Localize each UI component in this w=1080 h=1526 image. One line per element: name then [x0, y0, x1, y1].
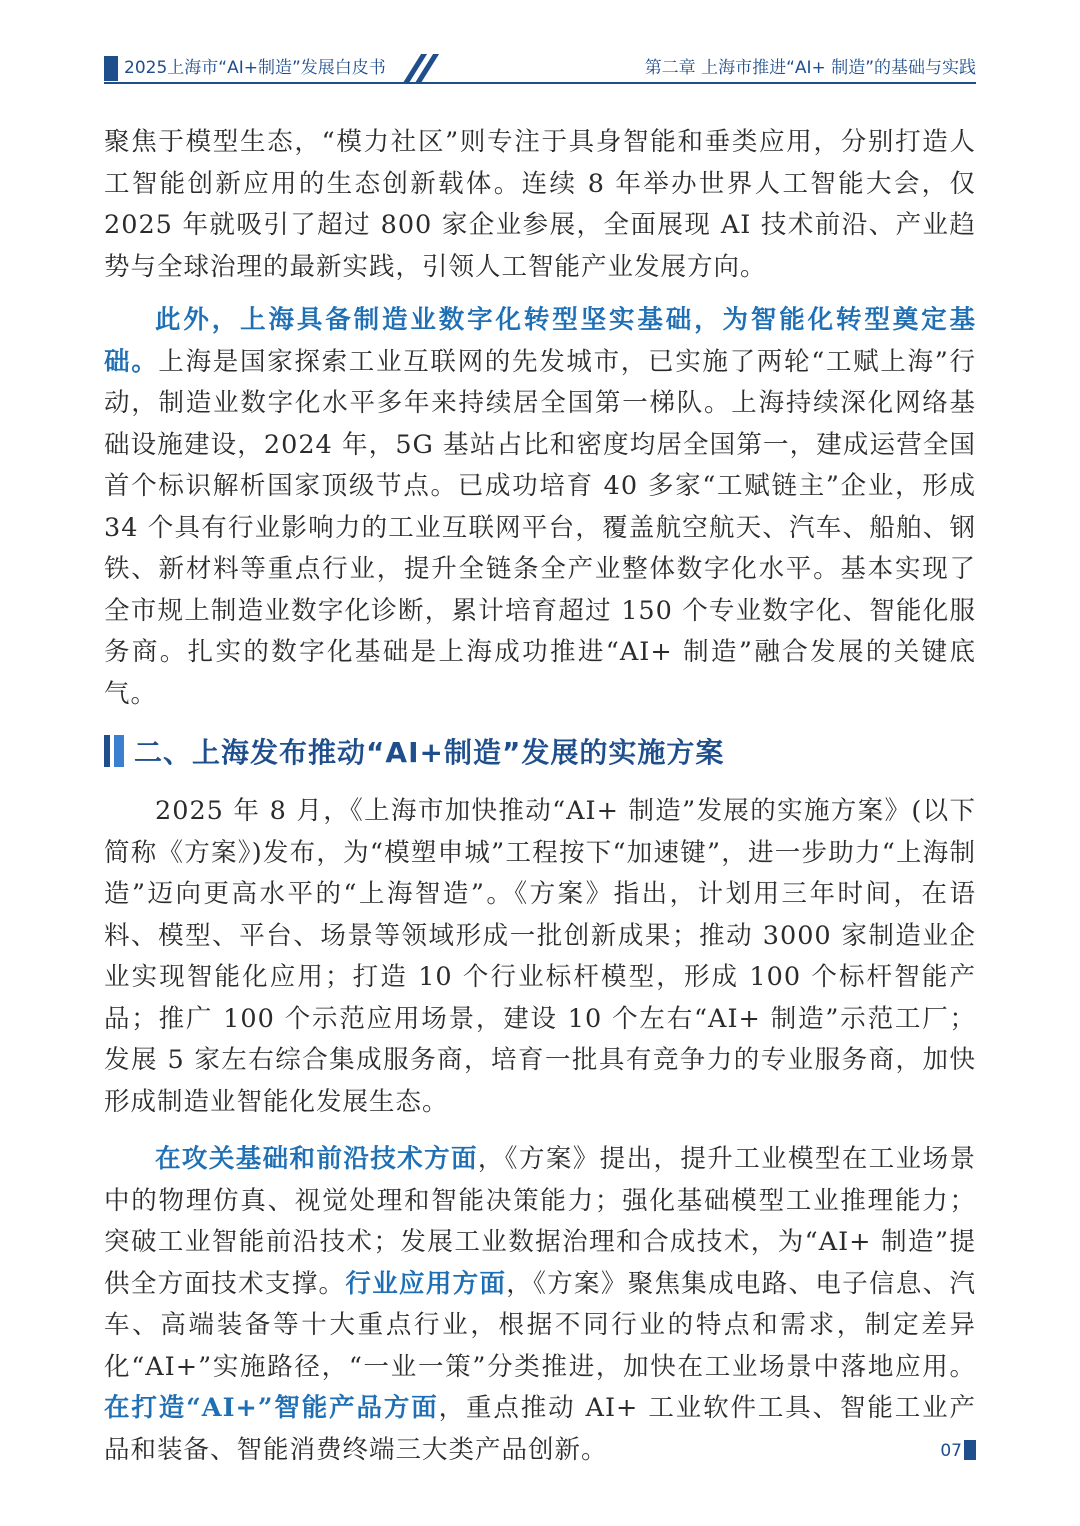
section-marker: [104, 735, 110, 767]
paragraph-1: 聚焦于模型生态，“模力社区”则专注于具身智能和垂类应用，分别打造人工智能创新应用的生态创新载体。连续 8 年举办世界人工智能大会，仅 2025 年就吸引了超过 800 家企业参展，全面展现 AI 技术前沿、产业趋势与全球治理的最新实践，引领人工智能产业发展方向。: [104, 127, 976, 282]
header-rule: [104, 82, 976, 84]
paragraph-4-highlight-2: 行业应用方面: [345, 1268, 507, 1299]
section-heading: [104, 731, 976, 771]
section-marker: [114, 735, 124, 767]
chapter-title: 第二章 上海市推进“AI+ 制造”的基础与实践: [644, 58, 976, 78]
paragraph-4-text-2: ，《方案》聚焦集成电路、电子信息、汽车、高端装备等十大重点行业，根据不同行业的特点和需求，制定差异化“AI+”实施路径，“一业一策”分类推进，加快在工业场景中落地应用。: [104, 1268, 976, 1382]
paragraph-2: [104, 300, 976, 715]
paragraph-4-highlight-3: 在打造“AI+”智能产品方面: [104, 1393, 439, 1423]
paragraph-3: 2025 年 8 月，《上海市加快推动“AI+ 制造”发展的实施方案》(以下简称《方案》)发布，为“模塑申城”工程按下“加速键”，进一步助力“上海制造”迈向更高水平的“上海智造”。《方案》指出，计划用三年时间，在语料、模型、平台、场景等领域形成一批创新成果；推动 3000 家制造业企业实现智能化应用；打造 10 个行业标杆模型，形成 100 个标杆智能产品；推广 100 个示范应用场景，建设 10 个左右“AI+ 制造”示范工厂；发展 5 家左右综合集成服务商，培育一批具有竞争力的专业服务商，加快形成制造业智能化发展生态。: [104, 796, 976, 1117]
paragraph-4-text-1: ，《方案》提出，提升工业模型在工业场景中的物理仿真、视觉处理和智能决策能力；强化基础模型工业推理能力；突破工业智能前沿技术；发展工业数据治理和合成技术，为“AI+ 制造”提供全方面技术支撑。: [104, 1144, 976, 1299]
section-title: 二、上海发布推动“AI+制造”发展的实施方案: [134, 736, 725, 769]
header-accent-bar: [104, 56, 118, 81]
page-header: [0, 0, 1080, 110]
document-title: 2025上海市“AI+制造”发展白皮书: [124, 58, 386, 78]
paragraph-2-text: 上海是国家探索工业互联网的先发城市，已实施了两轮“工赋上海”行动，制造业数字化水平多年来持续居全国第一梯队。上海持续深化网络基础设施建设，2024 年，5G 基站占比和密度均居全国第一，建成运营全国首个标识解析国家顶级节点。已成功培育 40 多家“工赋链主”企业，形成 34 个具有行业影响力的工业互联网平台，覆盖航空航天、汽车、船舶、钢铁、新材料等重点行业，提升全链条全产业整体数字化水平。基本实现了全市规上制造业数字化诊断，累计培育超过 150 个专业数字化、智能化服务商。扎实的数字化基础是上海成功推进“AI+ 制造”融合发展的关键底气。: [104, 346, 976, 709]
paragraph-4-text-3: ，重点推动 AI+ 工业软件工具、智能工业产品和装备、智能消费终端三大类产品创新。: [104, 1393, 976, 1465]
page-number-marker: [964, 1440, 976, 1460]
page-body: [104, 122, 976, 1471]
page-number: 07: [940, 1441, 962, 1461]
paragraph-2-highlight: 此外，上海具备制造业数字化转型坚实基础，为智能化转型奠定基础。: [104, 305, 976, 377]
paragraph-4-highlight-1: 在攻关基础和前沿技术方面: [155, 1144, 478, 1174]
paragraph-4: [104, 1139, 976, 1471]
